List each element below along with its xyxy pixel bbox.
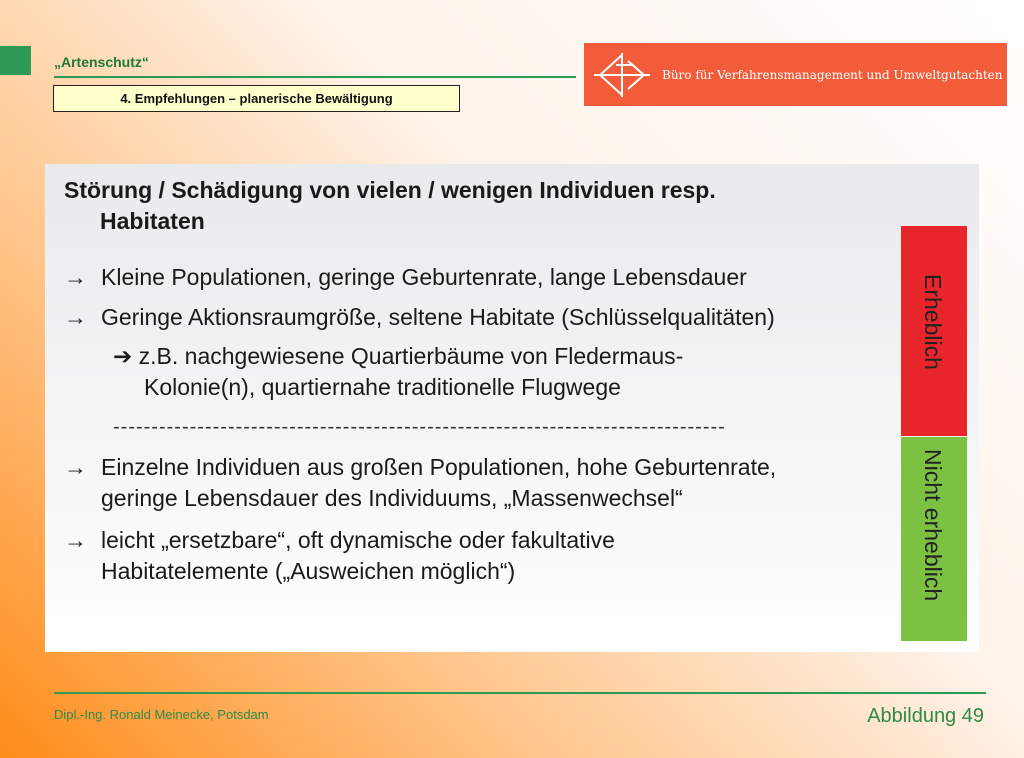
bold-arrow-icon: ➔ (113, 343, 133, 369)
list-item-line-2: Habitatelemente („Ausweichen möglich“) (101, 558, 516, 584)
list-item-line-1: leicht „ersetzbare“, oft dynamische oder fakultative (101, 527, 615, 553)
logo-text: Büro für Verfahrensmanagement und Umweltgutachten (662, 67, 1003, 82)
footer-divider (54, 692, 986, 694)
arrow-icon: → (64, 527, 87, 553)
heading-line-1: Störung / Schädigung von vielen / wenigen Individuen resp. (64, 177, 716, 203)
company-logo (584, 43, 1007, 106)
list-item-text (101, 452, 776, 514)
footer-author: Dipl.-Ing. Ronald Meinecke, Potsdam (54, 707, 269, 722)
list-item (64, 452, 776, 514)
list-item-text (101, 525, 615, 587)
content-heading (64, 175, 884, 237)
slide-title: „Artenschutz“ (54, 54, 149, 70)
logo-icon (592, 49, 652, 101)
arrow-icon: → (64, 454, 87, 480)
sub-item-line-1: z.B. nachgewiesene Quartierbäume von Fledermaus- (138, 343, 684, 369)
list-item (64, 302, 775, 333)
list-item (64, 525, 615, 587)
arrow-icon: → (64, 264, 87, 290)
section-subtitle: 4. Empfehlungen – planerische Bewältigung (53, 85, 460, 112)
footer-page-label: Abbildung 49 (867, 705, 984, 727)
list-item-text: Geringe Aktionsraumgröße, seltene Habitate (Schlüsselqualitäten) (101, 304, 775, 330)
label-erheblich: Erheblich (920, 274, 946, 370)
accent-square (0, 46, 31, 75)
list-item (64, 262, 747, 293)
separator-line: -------------------------------------------------------------------------------- (113, 416, 726, 438)
sub-item-line-2: Kolonie(n), quartiernahe traditionelle Flugwege (144, 374, 621, 400)
list-item-text: Kleine Populationen, geringe Geburtenrate, lange Lebensdauer (101, 264, 747, 290)
arrow-icon: → (64, 304, 87, 330)
heading-line-2: Habitaten (100, 208, 205, 234)
list-item-line-2: geringe Lebensdauer des Individuums, „Massenwechsel“ (101, 485, 683, 511)
content-panel (45, 164, 979, 652)
title-divider (54, 76, 576, 78)
significance-bar-red (901, 226, 967, 436)
label-nicht-erheblich: Nicht erheblich (920, 449, 946, 602)
significance-bar-green (901, 437, 967, 641)
list-item-line-1: Einzelne Individuen aus großen Populationen, hohe Geburtenrate, (101, 454, 777, 480)
sub-list-item (113, 341, 683, 403)
